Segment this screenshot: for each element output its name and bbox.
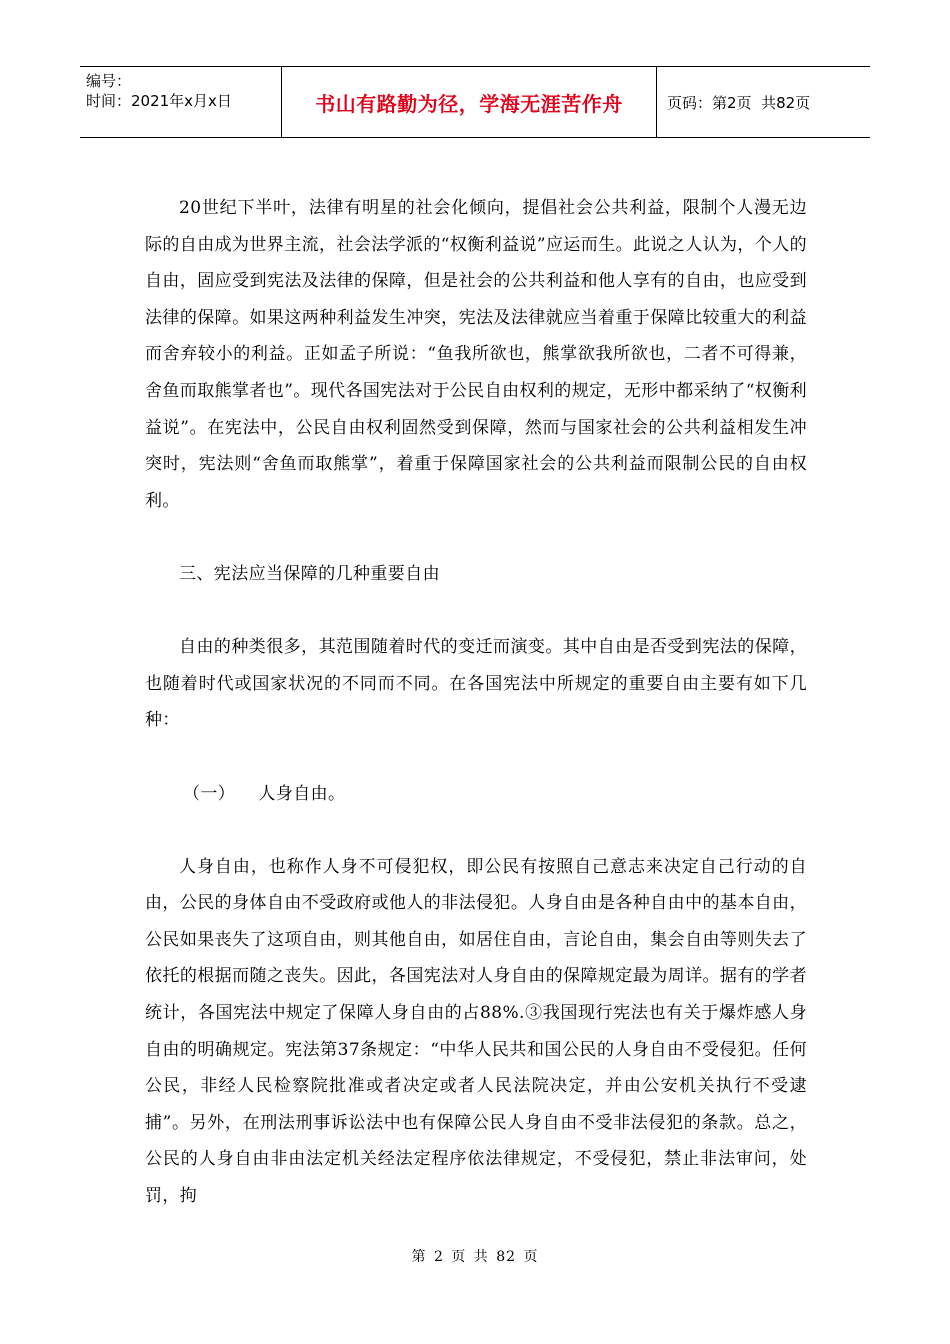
page-footer: 第 2 页 共 82 页 bbox=[411, 1249, 539, 1265]
header-motto-cell bbox=[282, 67, 657, 137]
paragraph-gap bbox=[145, 593, 807, 630]
header-meta-cell bbox=[80, 67, 282, 137]
paragraph-2: 自由的种类很多，其范围随着时代的变迁而演变。其中自由是否受到宪法的保障，也随着时代或国家状况的不同而不同。在各国宪法中所规定的重要自由主要有如下几种： bbox=[145, 637, 807, 731]
paragraph-1: 20世纪下半叶，法律有明星的社会化倾向，提倡社会公共利益，限制个人漫无边际的自由成为世界主流，社会法学派的“权衡利益说”应运而生。此说之人认为，个人的自由，固应受到宪法及法律的保障，但是社会的公共利益和他人享有的自由，也应受到法律的保障。如果这两种利益发生冲突，宪法及法律就应当着重于保障比较重大的利益而舍弃较小的利益。正如孟子所说：“鱼我所欲也，熊掌欲我所欲也，二者不可得兼，舍鱼而取熊掌者也”。现代各国宪法对于公民自由权利的规定，无形中都采纳了“权衡利益说”。在宪法中，公民自由权利固然受到保障，然而与国家社会的公共利益相发生冲突时，宪法则“舍鱼而取熊掌”，着重于保障国家社会的公共利益而限制公民的自由权利。 bbox=[145, 198, 807, 511]
paragraph-gap bbox=[145, 519, 807, 556]
paragraph-gap bbox=[145, 812, 807, 849]
header-page-cell bbox=[657, 67, 870, 137]
motto-text: 书山有路勤为径，学海无涯苦作舟 bbox=[315, 91, 623, 116]
page-header bbox=[80, 66, 870, 138]
number-label: 编号： bbox=[86, 72, 132, 90]
time-label: 时间：2021年x月x日 bbox=[86, 92, 232, 110]
page-info: 页码：第2页 共82页 bbox=[667, 93, 811, 112]
document-body bbox=[145, 190, 807, 1215]
section-heading: 三、宪法应当保障的几种重要自由 bbox=[179, 563, 440, 584]
subsection-heading: （一） 人身自由。 bbox=[183, 783, 346, 804]
paragraph-3: 人身自由，也称作人身不可侵犯权，即公民有按照自己意志来决定自己行动的自由，公民的身体自由不受政府或他人的非法侵犯。人身自由是各种自由中的基本自由，公民如果丧失了这项自由，则其他自由，如居住自由，言论自由，集会自由等则失去了依托的根据而随之丧失。因此，各国宪法对人身自由的保障规定最为周详。据有的学者统计，各国宪法中规定了保障人身自由的占88%.③我国现行宪法也有关于爆炸感人身自由的明确规定。宪法第37条规定：“中华人民共和国公民的人身自由不受侵犯。任何公民，非经人民检察院批准或者决定或者人民法院决定，并由公安机关执行不受逮捕”。另外，在刑法刑事诉讼法中也有保障公民人身自由不受非法侵犯的条款。总之，公民的人身自由非由法定机关经法定程序依法律规定，不受侵犯，禁止非法审问，处罚，拘 bbox=[145, 856, 807, 1207]
paragraph-gap bbox=[145, 739, 807, 776]
